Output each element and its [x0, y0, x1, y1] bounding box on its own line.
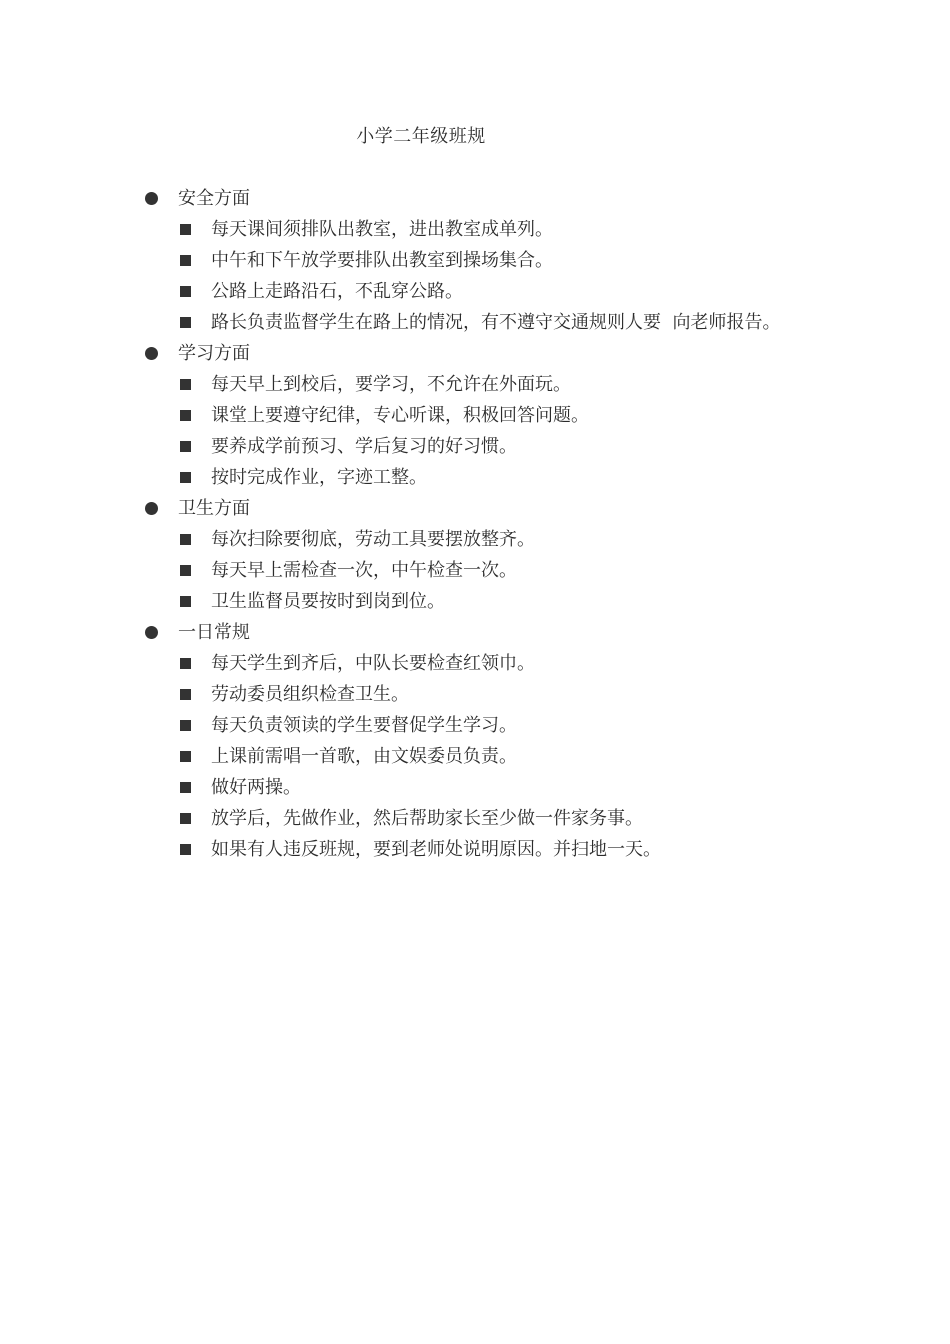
round-bullet-icon [145, 192, 158, 205]
list-item [0, 679, 950, 710]
section-heading-text: 学习方面 [178, 343, 250, 364]
square-bullet-icon [180, 379, 191, 390]
list-item-text: 每天课间须排队出教室，进出教室成单列。 [211, 219, 553, 240]
round-bullet-icon [145, 626, 158, 639]
square-bullet-icon [180, 782, 191, 793]
section-heading-text: 安全方面 [178, 188, 250, 209]
square-bullet-icon [180, 224, 191, 235]
square-bullet-icon [180, 813, 191, 824]
square-bullet-icon [180, 844, 191, 855]
round-bullet-icon [145, 347, 158, 360]
list-item [0, 214, 950, 245]
section-heading-study [0, 338, 950, 369]
section-heading-text: 卫生方面 [178, 498, 250, 519]
section-heading-hygiene [0, 493, 950, 524]
list-item-text: 路长负责监督学生在路上的情况，有不遵守交通规则人要 向老师报告。 [211, 312, 781, 333]
square-bullet-icon [180, 596, 191, 607]
list-item-text: 如果有人违反班规，要到老师处说明原因。并扫地一天。 [211, 839, 661, 860]
list-item-text: 公路上走路沿石，不乱穿公路。 [211, 281, 463, 302]
square-bullet-icon [180, 565, 191, 576]
list-item-text: 每天早上到校后，要学习，不允许在外面玩。 [211, 374, 571, 395]
rules-list [0, 183, 950, 865]
list-item [0, 803, 950, 834]
round-bullet-icon [145, 502, 158, 515]
square-bullet-icon [180, 441, 191, 452]
list-item [0, 555, 950, 586]
list-item-text: 按时完成作业，字迹工整。 [211, 467, 427, 488]
list-item [0, 400, 950, 431]
square-bullet-icon [180, 720, 191, 731]
list-item [0, 307, 950, 338]
list-item-text: 劳动委员组织检查卫生。 [211, 684, 409, 705]
square-bullet-icon [180, 286, 191, 297]
list-item-text: 放学后，先做作业，然后帮助家长至少做一件家务事。 [211, 808, 643, 829]
section-heading-text: 一日常规 [178, 622, 250, 643]
square-bullet-icon [180, 534, 191, 545]
list-item-text: 上课前需唱一首歌，由文娱委员负责。 [211, 746, 517, 767]
list-item [0, 369, 950, 400]
list-item-text: 课堂上要遵守纪律，专心听课，积极回答问题。 [211, 405, 589, 426]
section-heading-daily-routine [0, 617, 950, 648]
list-item-text: 每次扫除要彻底，劳动工具要摆放整齐。 [211, 529, 535, 550]
list-item [0, 462, 950, 493]
square-bullet-icon [180, 658, 191, 669]
list-item-text: 每天早上需检查一次，中午检查一次。 [211, 560, 517, 581]
list-item [0, 834, 950, 865]
list-item-text: 每天负责领读的学生要督促学生学习。 [211, 715, 517, 736]
list-item [0, 741, 950, 772]
list-item-text: 每天学生到齐后，中队长要检查红领巾。 [211, 653, 535, 674]
list-item [0, 648, 950, 679]
square-bullet-icon [180, 751, 191, 762]
list-item-text: 中午和下午放学要排队出教室到操场集合。 [211, 250, 553, 271]
square-bullet-icon [180, 472, 191, 483]
document-title: 小学二年级班规 [356, 126, 486, 147]
square-bullet-icon [180, 255, 191, 266]
list-item [0, 586, 950, 617]
list-item-text: 做好两操。 [211, 777, 301, 798]
list-item [0, 524, 950, 555]
list-item [0, 710, 950, 741]
section-heading-safety [0, 183, 950, 214]
square-bullet-icon [180, 410, 191, 421]
square-bullet-icon [180, 689, 191, 700]
list-item [0, 245, 950, 276]
list-item-text: 要养成学前预习、学后复习的好习惯。 [211, 436, 517, 457]
list-item [0, 772, 950, 803]
list-item [0, 431, 950, 462]
square-bullet-icon [180, 317, 191, 328]
list-item-text: 卫生监督员要按时到岗到位。 [211, 591, 445, 612]
list-item [0, 276, 950, 307]
